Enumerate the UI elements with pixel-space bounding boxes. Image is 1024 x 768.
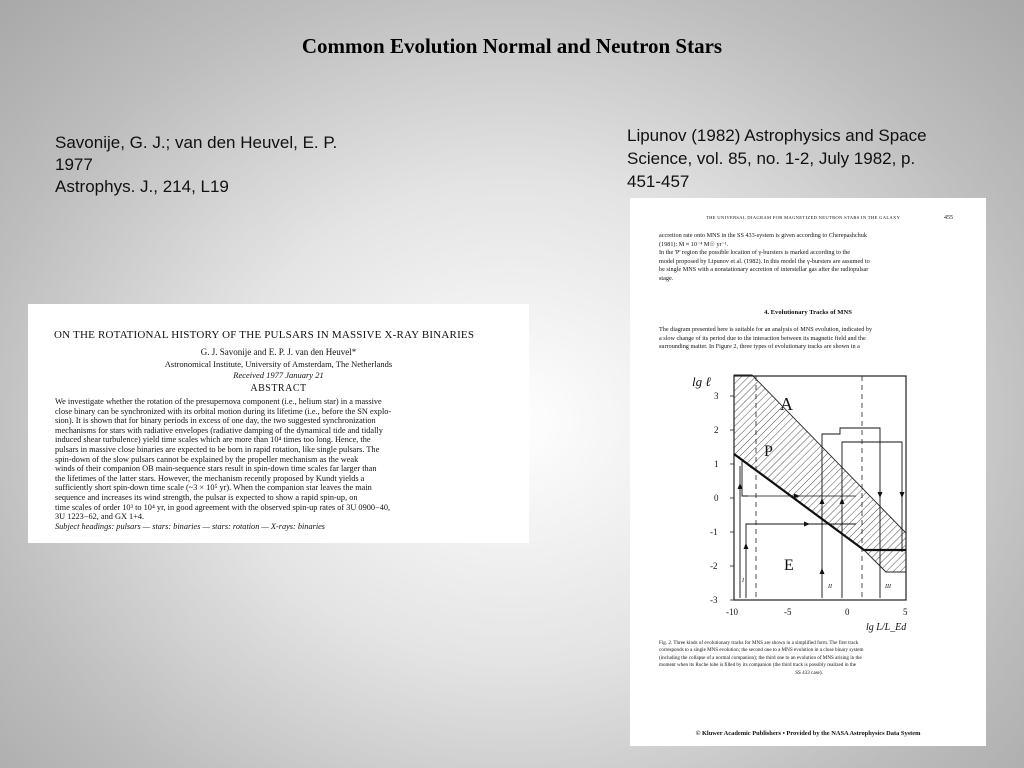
paper-institution: Astronomical Institute, University of Amsterdam, The Netherlands [164, 359, 393, 369]
right-reference-line-1: Lipunov (1982) Astrophysics and Space [627, 126, 927, 145]
caption-line: corresponds to a single MNS evolution; the second one to a MNS evolution in a close binary system [659, 647, 864, 654]
abstract-line: close binary can be synchronized with its orbital motion during its lifetime (i.e., before the SN explo- [55, 406, 392, 416]
left-reference [55, 132, 435, 198]
right-reference-line-2: Science, vol. 85, no. 1-2, July 1982, p. [627, 149, 916, 168]
abstract-heading: ABSTRACT [250, 383, 307, 394]
abstract-line: time scales of order 10³ to 10⁴ yr, in good agreement with the observed spin-up rates of 3U 0900−40, [55, 502, 391, 512]
subject-headings: Subject headings: pulsars — stars: binaries — stars: rotation — X-rays: binaries [55, 521, 326, 531]
abstract-line: spin-down of the slow pulsars cannot be explained by the propeller mechanism as the weak [55, 454, 359, 464]
y-axis-label: lg ℓ [692, 374, 711, 389]
y-tick-label: 1 [714, 459, 719, 469]
evolutionary-tracks-figure [630, 198, 986, 638]
abstract-line: sequence and increases its wind strength, the pulsar is expected to show a rapid spin-up, on [55, 492, 358, 502]
y-tick-label: 2 [714, 425, 719, 435]
paragraph-line: (1981): Ṁ ≈ 10⁻⁴ M☉ yr⁻¹. [659, 240, 729, 248]
abstract-line: sufficiently short spin-down time scale (~3 × 10⁵ yr). When the companion star leaves the main [55, 483, 372, 493]
arrow-icon [900, 492, 905, 498]
lipunov-paper-scan [630, 198, 986, 746]
page-number: 455 [944, 215, 953, 221]
running-header: THE UNIVERSAL DIAGRAM FOR MAGNETIZED NEUTRON STARS IN THE GALAXY [706, 215, 901, 220]
paragraph-line: a slow change of its period due to the interaction between its magnetic field and the [659, 334, 866, 342]
right-reference-line-3: 451-457 [627, 172, 690, 191]
abstract-body [55, 397, 507, 531]
left-reference-authors: Savonije, G. J.; van den Heuvel, E. P. [55, 133, 338, 152]
region-label-a: A [780, 394, 793, 414]
publisher-footer: © Kluwer Academic Publishers • Provided by the NASA Astrophysics Data System [695, 730, 921, 737]
paper-authors: G. J. Savonije and E. P. J. van den Heuvel* [200, 347, 357, 357]
y-tick-label: -2 [710, 561, 718, 571]
caption-line: SS 433 case). [795, 669, 823, 676]
caption-line: Fig. 2. Three kinds of evolutionary tracks for MNS are shown in a simplified form. The first track [659, 640, 859, 646]
abstract-line: the lifetimes of the latter stars. However, the mechanism recently proposed by Kundt yields a [55, 473, 365, 483]
abstract-line: induced shear turbulence) yield time scales which are more than 10⁴ times too long. Hence, the [55, 435, 371, 445]
track-label: I [742, 578, 744, 584]
section-heading: 4. Evolutionary Tracks of MNS [764, 309, 852, 316]
x-tick-label: 5 [903, 607, 908, 617]
y-tick-label: -1 [710, 527, 718, 537]
savonije-paper-scan [28, 304, 529, 543]
abstract-line: sion). It is shown that for binary periods in excess of one day, the two suggested synchronization [55, 416, 376, 426]
paragraph-line: The diagram presented here is suitable for an analysis of MNS evolution, indicated by [659, 326, 873, 333]
left-reference-journal: Astrophys. J., 214, L19 [55, 177, 229, 196]
y-tick-label: -3 [710, 595, 718, 605]
x-tick-label: 0 [845, 607, 850, 617]
x-tick-label: -10 [726, 607, 738, 617]
paragraph-line: be single MNS with a nonstationary accretion of interstellar gas after the radiopulsar [659, 266, 869, 274]
arrow-icon [878, 492, 883, 498]
track-line [742, 460, 748, 496]
paragraph-line: stage. [659, 274, 674, 282]
paragraph-line: accretion rate onto MNS in the SS 433-system is given according to Cherepashchuk [659, 232, 867, 239]
abstract-line: We investigate whether the rotation of the presupernova component (i.e., helium star) in a massive [55, 397, 382, 406]
y-tick-label: 0 [714, 493, 719, 503]
region-label-e: E [784, 557, 794, 574]
abstract-line: pulsars in massive close binaries are expected to be born in rapid rotation, like single pulsars. The [55, 444, 380, 454]
x-axis-label: lg L/L_Ed [866, 622, 907, 633]
figure-caption [659, 640, 959, 677]
paragraph-line: In the 'P' region the possible location of γ-bursters is marked according to the [659, 249, 851, 257]
paper-title: ON THE ROTATIONAL HISTORY OF THE PULSARS IN MASSIVE X-RAY BINARIES [54, 329, 475, 341]
track-ii-line [746, 524, 856, 598]
caption-line: (including the collapse of a normal companion); the third one to an evolution of MNS arising in the [659, 654, 862, 661]
paper-received-date: Received 1977 January 21 [233, 370, 324, 380]
arrow-icon [744, 543, 749, 549]
x-tick-label: -5 [784, 607, 792, 617]
left-reference-year: 1977 [55, 155, 93, 174]
abstract-line: winds of their companion OB main-sequence stars result in spin-down time scales far larger than [55, 464, 377, 474]
abstract-line: mechanisms for stars with radiative envelopes (radiative damping of the dynamical tide and tidally [55, 425, 383, 435]
caption-line: moment when its Roche lobe is filled by its companion (the third track is possibly realized in the [659, 662, 857, 669]
track-label: III [885, 584, 891, 590]
paragraph-line: surrounding matter. In Figure 2, three types of evolutionary tracks are shown in a [659, 343, 860, 351]
region-label-p: P [764, 443, 773, 460]
arrow-icon [804, 522, 810, 527]
slide-title: Common Evolution Normal and Neutron Stars [301, 34, 723, 58]
abstract-line: 3U 1223−62, and GX 1+4. [55, 512, 145, 522]
arrow-icon [820, 568, 825, 574]
track-label: II [828, 584, 832, 590]
y-tick-label: 3 [714, 391, 719, 401]
right-reference [627, 124, 997, 193]
paragraph-line: model proposed by Lipunov et al. (1982). In this model the γ-bursters are assumed to [659, 257, 870, 265]
